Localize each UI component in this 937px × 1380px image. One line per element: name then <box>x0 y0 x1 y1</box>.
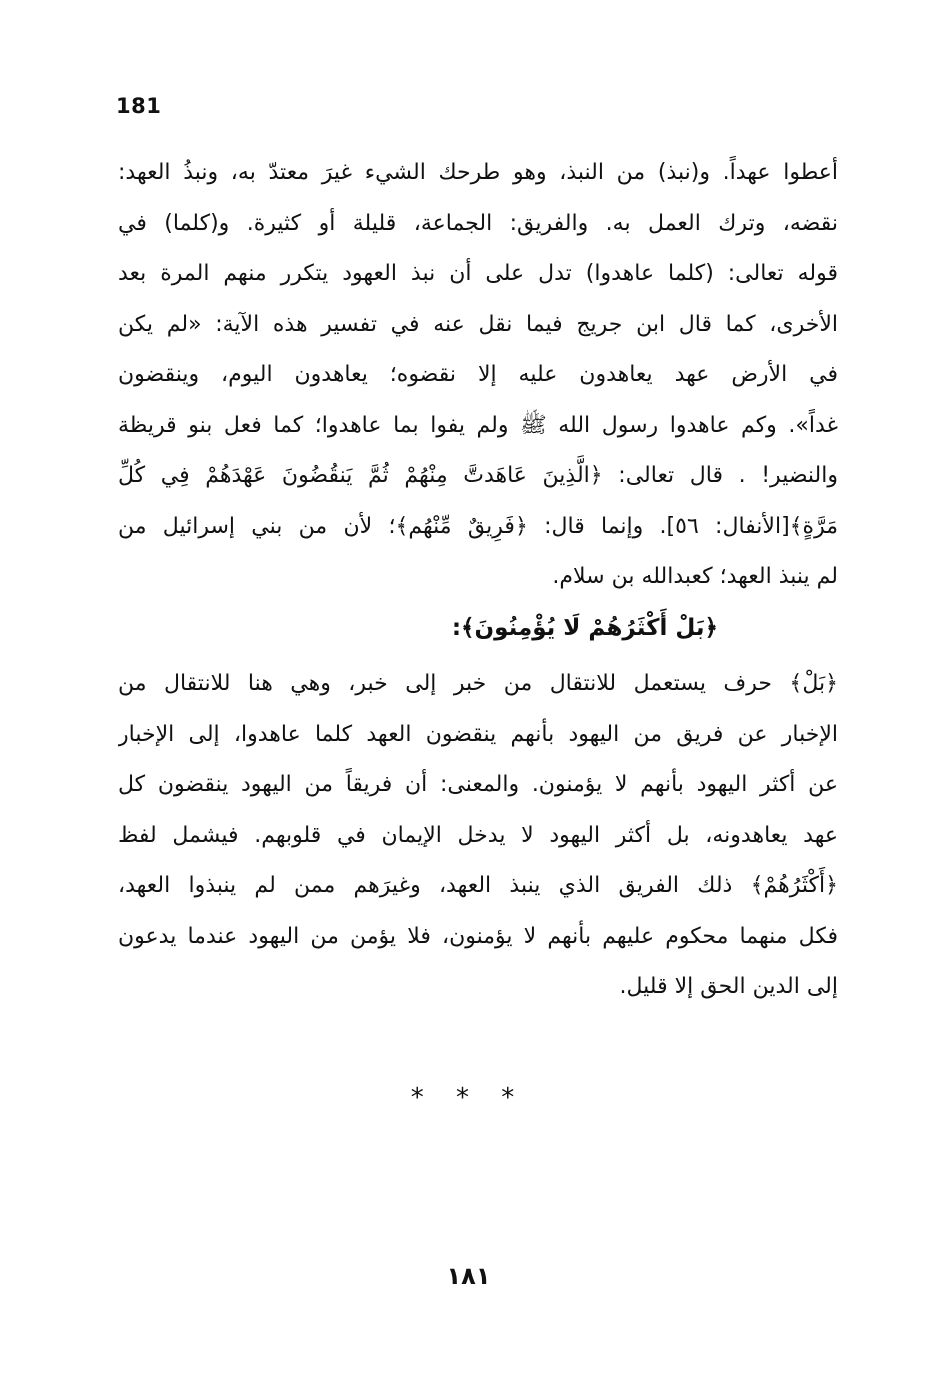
text-line: قوله تعالى: (كلما عاهدوا) تدل على أن نبذ العهود يتكرر منهم المرة بعد <box>118 261 838 286</box>
page-number-top: 181 <box>116 94 162 118</box>
text-line: إلى الدين الحق إلا قليل. <box>619 974 838 999</box>
text-line: والنضير! . قال تعالى: ﴿الَّذِينَ عَاهَدتَّ مِنْهُمْ ثُمَّ يَنقُضُونَ عَهْدَهُمْ فِي كُلِّ <box>118 463 838 488</box>
text-line: في الأرض عهد يعاهدون عليه إلا نقضوه؛ يعاهدون اليوم، وينقضون <box>118 362 838 387</box>
paragraph-2 <box>118 659 838 1013</box>
text-line: فكل منهما محكوم عليهم بأنهم لا يؤمنون، فلا يؤمن من اليهود عندما يدعون <box>118 923 838 949</box>
text-line: غداً». وكم عاهدوا رسول الله ﷺ ولم يفوا بما عاهدوا؛ كما فعل بنو قريظة <box>118 412 838 438</box>
text-line: ﴿بَلْ﴾ حرف يستعمل للانتقال من خبر إلى خبر، وهي هنا للانتقال من <box>118 671 838 696</box>
text-line: الأخرى، كما قال ابن جريج فيما نقل عنه في تفسير هذه الآية: «لم يكن <box>118 311 838 337</box>
text-line: عن أكثر اليهود بأنهم لا يؤمنون. والمعنى: أن فريقاً من اليهود ينقضون كل <box>118 772 838 797</box>
text-line: الإخبار عن فريق من اليهود بأنهم ينقضون العهد كلما عاهدوا، إلى الإخبار <box>118 721 838 747</box>
page-number-bottom: ١٨١ <box>446 1262 491 1290</box>
paragraph-1 <box>118 148 838 653</box>
text-line: نقضه، وترك العمل به. والفريق: الجماعة، قليلة أو كثيرة. و(كلما) في <box>118 210 838 236</box>
text-line: لم ينبذ العهد؛ كعبدالله بن سلام. <box>552 564 838 589</box>
text-line: مَرَّةٍ﴾[الأنفال: ٥٦]. وإنما قال: ﴿فَرِيقٌ مِّنْهُم﴾؛ لأن من بني إسرائيل من <box>118 513 838 539</box>
verse-heading: ﴿بَلْ أَكْثَرُهُمْ لَا يُؤْمِنُونَ﴾: <box>451 614 718 641</box>
text-line: أعطوا عهداً. و(نبذ) من النبذ، وهو طرحك الشيء غيرَ معتدّ به، ونبذُ العهد: <box>118 160 838 185</box>
text-line: ﴿أَكْثَرُهُمْ﴾ ذلك الفريق الذي ينبذ العهد، وغيرَهم ممن لم ينبذوا العهد، <box>118 873 838 898</box>
section-separator: * * * <box>410 1083 527 1113</box>
text-line: عهد يعاهدونه، بل أكثر اليهود لا يدخل الإيمان في قلوبهم. فيشمل لفظ <box>118 822 838 848</box>
